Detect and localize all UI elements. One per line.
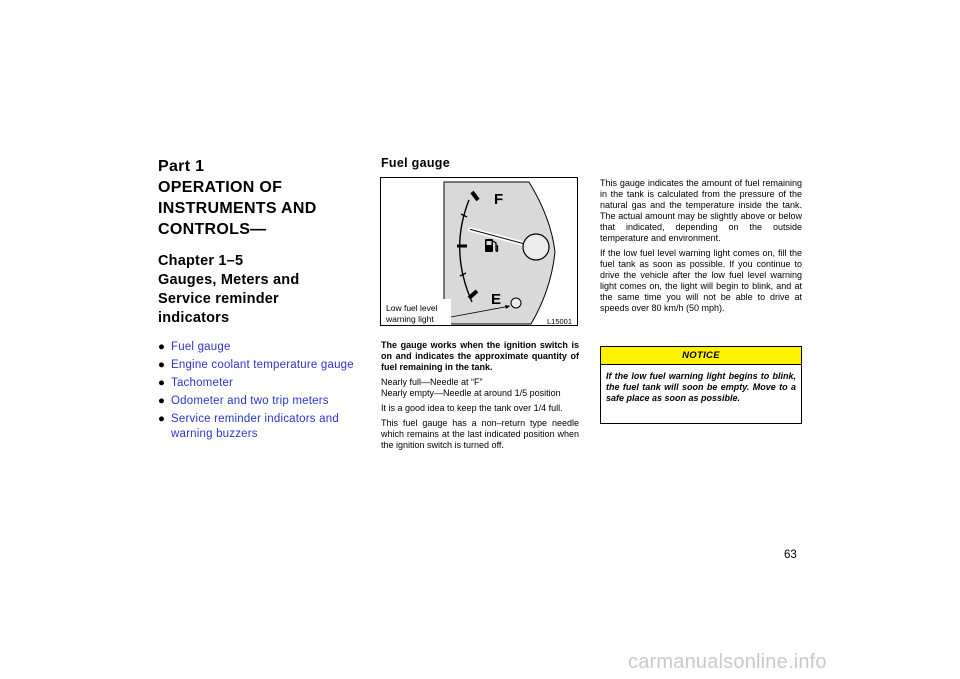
toc-link-service-reminder[interactable]: ● Service reminder indicators and warning buzzers: [158, 413, 339, 440]
chapter-subtitle: [158, 252, 363, 328]
chapter-line: Gauges, Meters and: [158, 272, 300, 288]
chapter-line: Service reminder: [158, 291, 279, 307]
title-line: OPERATION OF: [158, 179, 283, 196]
fuel-gauge-details: [600, 178, 802, 318]
full-mark: F: [494, 191, 504, 208]
toc-link-fuel-gauge[interactable]: ● Fuel gauge: [158, 341, 231, 353]
bullet-icon: ●: [158, 395, 166, 407]
chapter-line: indicators: [158, 310, 230, 326]
empty-line: Nearly empty—Needle at around 1/5 position: [381, 388, 561, 398]
fuel-gauge-body: [381, 340, 579, 455]
needle-hub: [523, 234, 549, 260]
toc-link-tachometer[interactable]: ● Tachometer: [158, 377, 234, 389]
fuel-gauge-figure: [380, 177, 578, 326]
toc-link-coolant-gauge[interactable]: ● Engine coolant temperature gauge: [158, 359, 354, 371]
chapter-intro: [158, 156, 363, 445]
figure-code: L15001: [547, 317, 573, 326]
notice-box: [600, 346, 802, 424]
chapter-main-title: [158, 177, 363, 240]
page-number: 63: [784, 549, 797, 561]
section-heading: Fuel gauge: [381, 156, 450, 170]
low-fuel-warning-light-icon: [511, 298, 521, 308]
bullet-icon: ●: [158, 413, 166, 425]
pressure-paragraph: This gauge indicates the amount of fuel remaining in the tank is calculated from the pressure of the natural gas and the temperature inside the tank. The actual amount may be slightly above or below that indicated, depending on the outside temperature and environment.: [600, 178, 802, 243]
warning-light-paragraph: If the low fuel level warning light comes on, fill the fuel tank as soon as possible. If you continue to drive the vehicle after the low fuel level warning light comes on, the light will begin to blink, and at the same time you will not be able to drive at speeds over 80 km/h (50 mph).: [600, 248, 802, 313]
empty-mark: E: [491, 291, 502, 308]
title-line: CONTROLS—: [158, 221, 267, 238]
title-line: INSTRUMENTS AND: [158, 200, 317, 217]
toc-link-odometer[interactable]: ● Odometer and two trip meters: [158, 395, 329, 407]
watermark: carmanualsonline.info: [628, 651, 827, 673]
lead-paragraph: The gauge works when the ignition switch is on and indicates the approximate quantity of fuel remaining in the tank.: [381, 340, 579, 372]
non-return-paragraph: This fuel gauge has a non–return type needle which remains at the last indicated position when the ignition switch is turned off.: [381, 418, 579, 450]
callout-label: Low fuel level warning light: [386, 303, 438, 324]
chapter-line: Chapter 1–5: [158, 253, 244, 269]
tip-paragraph: It is a good idea to keep the tank over 1/4 full.: [381, 403, 563, 413]
toc-list: [158, 340, 363, 442]
bullet-icon: ●: [158, 341, 166, 353]
part-title: Part 1: [158, 158, 205, 175]
notice-title: NOTICE: [601, 347, 801, 365]
fuel-gauge-illustration: [381, 178, 578, 326]
full-line: Nearly full—Needle at “F”: [381, 377, 483, 387]
bullet-icon: ●: [158, 359, 166, 371]
bullet-icon: ●: [158, 377, 166, 389]
notice-body: If the low fuel warning light begins to blink, the fuel tank will soon be empty. Move to a safe place as soon as possible.: [606, 371, 796, 403]
